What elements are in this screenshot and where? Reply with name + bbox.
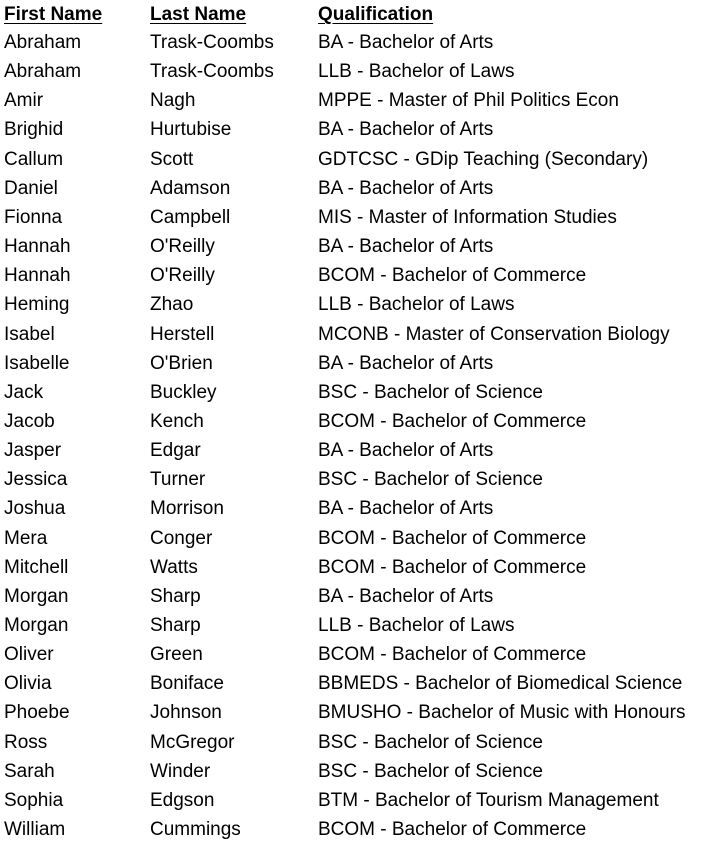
first-name-cell: Isabel xyxy=(4,323,55,345)
last-name-cell: Johnson xyxy=(150,702,222,724)
table-row xyxy=(0,815,712,844)
qualification-cell: BA - Bachelor of Arts xyxy=(318,32,494,53)
last-name-cell: Sharp xyxy=(150,615,201,636)
qualification-cell: GDTCSC - GDip Teaching (Secondary) xyxy=(318,148,649,170)
qualification-cell: LLB - Bachelor of Laws xyxy=(318,615,515,636)
first-name-cell: Joshua xyxy=(4,498,66,520)
first-name-cell: Abraham xyxy=(4,32,82,53)
qualification-cell: LLB - Bachelor of Laws xyxy=(318,61,515,83)
first-name-cell: Morgan xyxy=(4,615,69,636)
qualification-cell: LLB - Bachelor of Laws xyxy=(318,294,515,316)
first-name-cell: Sophia xyxy=(4,789,64,811)
last-name-cell: Green xyxy=(150,644,203,666)
table-row xyxy=(0,728,712,757)
first-name-cell: Jacob xyxy=(4,410,55,432)
table-row xyxy=(0,28,712,57)
last-name-cell: Nagh xyxy=(150,90,196,112)
first-name-cell: Brighid xyxy=(4,119,64,141)
last-name-cell: Boniface xyxy=(150,673,224,695)
last-name-cell: Turner xyxy=(150,469,206,491)
header-row xyxy=(0,0,712,29)
table-row xyxy=(0,57,712,86)
table-row xyxy=(0,86,712,115)
last-name-cell: Winder xyxy=(150,760,211,782)
last-name-cell: Trask-Coombs xyxy=(150,61,274,83)
first-name-cell: Phoebe xyxy=(4,702,70,724)
last-name-cell: Trask-Coombs xyxy=(150,32,274,53)
table-row xyxy=(0,145,712,174)
table-row xyxy=(0,465,712,494)
table-row xyxy=(0,232,712,261)
qualification-cell: BA - Bachelor of Arts xyxy=(318,585,494,607)
last-name-cell: Buckley xyxy=(150,381,217,403)
qualification-cell: MPPE - Master of Phil Politics Econ xyxy=(318,90,619,112)
table-row xyxy=(0,378,712,407)
first-name-cell: Olivia xyxy=(4,673,52,695)
qualification-cell: BSC - Bachelor of Science xyxy=(318,760,543,782)
first-name-cell: William xyxy=(4,819,66,840)
table-row xyxy=(0,407,712,436)
qualification-cell: BCOM - Bachelor of Commerce xyxy=(318,265,587,287)
table-row xyxy=(0,320,712,349)
qualification-cell: BSC - Bachelor of Science xyxy=(318,381,543,403)
last-name-cell: Cummings xyxy=(150,819,241,840)
qualification-cell: BSC - Bachelor of Science xyxy=(318,469,543,491)
qualification-cell: MIS - Master of Information Studies xyxy=(318,206,617,228)
header-qualification: Qualification xyxy=(318,4,434,25)
first-name-cell: Hannah xyxy=(4,265,71,287)
qualification-cell: BA - Bachelor of Arts xyxy=(318,498,494,520)
first-name-cell: Callum xyxy=(4,148,64,170)
first-name-cell: Jack xyxy=(4,381,44,403)
table-row xyxy=(0,203,712,232)
qualification-cell: BTM - Bachelor of Tourism Management xyxy=(318,789,659,811)
last-name-cell: O'Brien xyxy=(150,352,213,374)
qualification-cell: BCOM - Bachelor of Commerce xyxy=(318,819,587,840)
table-row xyxy=(0,786,712,815)
table-row xyxy=(0,494,712,523)
qualification-cell: BBMEDS - Bachelor of Biomedical Science xyxy=(318,673,683,695)
last-name-cell: Zhao xyxy=(150,294,194,316)
qualification-cell: BCOM - Bachelor of Commerce xyxy=(318,410,587,432)
qualification-cell: BCOM - Bachelor of Commerce xyxy=(318,644,587,666)
table-row xyxy=(0,174,712,203)
first-name-cell: Jasper xyxy=(4,440,62,462)
last-name-cell: Morrison xyxy=(150,498,224,520)
qualification-cell: BA - Bachelor of Arts xyxy=(318,236,494,257)
last-name-cell: O'Reilly xyxy=(150,265,215,287)
first-name-cell: Fionna xyxy=(4,206,63,228)
qualification-cell: BA - Bachelor of Arts xyxy=(318,352,494,374)
table-row xyxy=(0,261,712,290)
header-last-name: Last Name xyxy=(150,4,247,25)
table-row xyxy=(0,757,712,786)
table-row xyxy=(0,669,712,698)
qualification-cell: BSC - Bachelor of Science xyxy=(318,731,543,753)
last-name-cell: Herstell xyxy=(150,323,215,345)
first-name-cell: Abraham xyxy=(4,61,82,83)
qualification-cell: BCOM - Bachelor of Commerce xyxy=(318,556,587,578)
qualification-cell: BCOM - Bachelor of Commerce xyxy=(318,527,587,549)
first-name-cell: Ross xyxy=(4,731,48,753)
last-name-cell: Edgson xyxy=(150,789,215,811)
first-name-cell: Oliver xyxy=(4,644,54,666)
qualification-cell: BA - Bachelor of Arts xyxy=(318,177,494,199)
first-name-cell: Jessica xyxy=(4,469,68,491)
last-name-cell: Edgar xyxy=(150,440,201,462)
last-name-cell: Watts xyxy=(150,556,198,578)
table-row xyxy=(0,698,712,727)
table-row xyxy=(0,524,712,553)
last-name-cell: Kench xyxy=(150,410,204,432)
last-name-cell: Scott xyxy=(150,148,194,170)
last-name-cell: Conger xyxy=(150,527,213,549)
first-name-cell: Sarah xyxy=(4,760,55,782)
first-name-cell: Amir xyxy=(4,90,44,112)
header-first-name: First Name xyxy=(4,4,103,25)
table-row xyxy=(0,349,712,378)
table-row xyxy=(0,611,712,640)
last-name-cell: Sharp xyxy=(150,585,201,607)
table-row xyxy=(0,553,712,582)
table-row xyxy=(0,290,712,319)
qualification-cell: BA - Bachelor of Arts xyxy=(318,119,494,141)
qualification-cell: MCONB - Master of Conservation Biology xyxy=(318,323,670,345)
qualification-cell: BA - Bachelor of Arts xyxy=(318,440,494,462)
last-name-cell: Hurtubise xyxy=(150,119,232,141)
last-name-cell: O'Reilly xyxy=(150,236,215,257)
first-name-cell: Daniel xyxy=(4,177,58,199)
first-name-cell: Hannah xyxy=(4,236,71,257)
first-name-cell: Heming xyxy=(4,294,70,316)
last-name-cell: Campbell xyxy=(150,206,231,228)
last-name-cell: McGregor xyxy=(150,731,235,753)
qualification-cell: BMUSHO - Bachelor of Music with Honours xyxy=(318,702,686,724)
table-row xyxy=(0,436,712,465)
first-name-cell: Isabelle xyxy=(4,352,70,374)
first-name-cell: Mera xyxy=(4,527,48,549)
table-row xyxy=(0,640,712,669)
table-row xyxy=(0,115,712,144)
first-name-cell: Mitchell xyxy=(4,556,69,578)
last-name-cell: Adamson xyxy=(150,177,231,199)
first-name-cell: Morgan xyxy=(4,585,69,607)
table-row xyxy=(0,582,712,611)
